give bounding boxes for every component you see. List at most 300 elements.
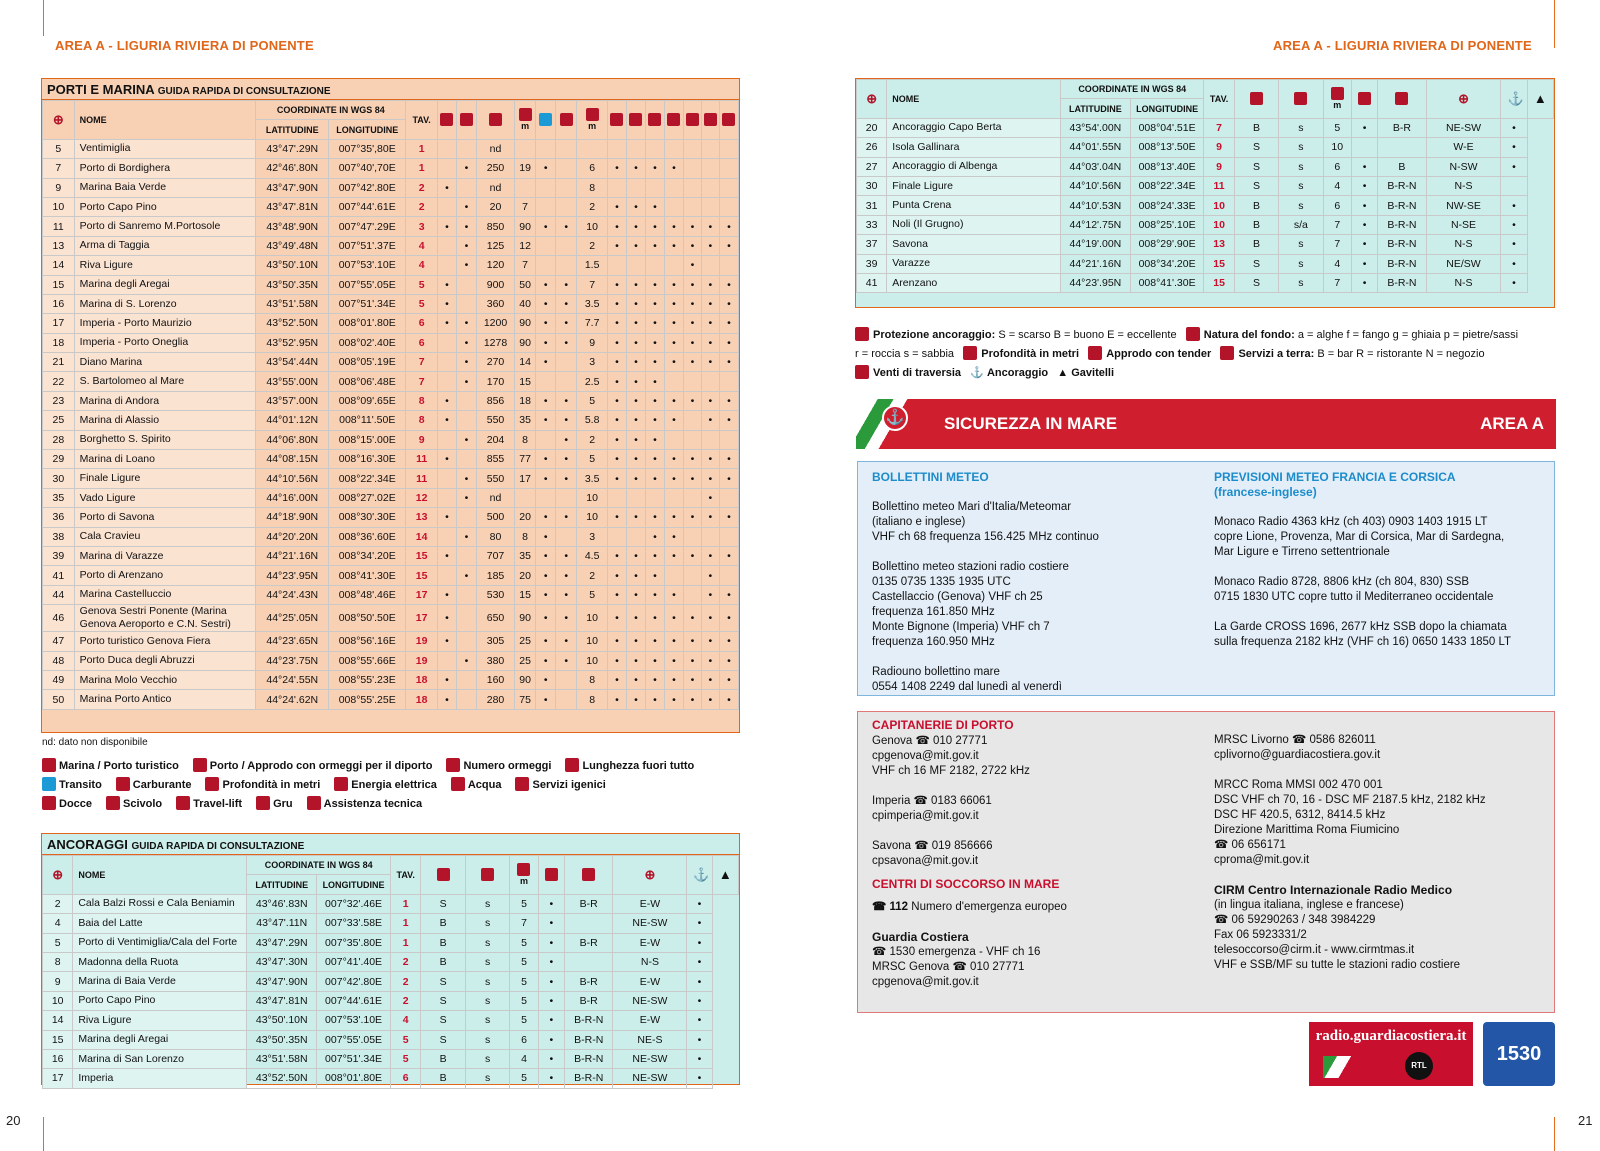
row-cell: • xyxy=(664,333,683,352)
row-cell: • xyxy=(1351,273,1377,292)
guardia-costiera-contact xyxy=(872,945,1192,990)
row-cell: 380 xyxy=(477,651,515,670)
row-cell: W-E xyxy=(1426,138,1501,157)
row-cell: • xyxy=(645,372,664,391)
tender-icon xyxy=(1351,80,1377,119)
row-cell: • xyxy=(1501,254,1527,273)
livorno-contact xyxy=(1214,733,1554,763)
row-cell xyxy=(456,139,476,158)
row-ref: 37 xyxy=(857,235,887,254)
row-name: Marina di Alassio xyxy=(74,411,256,430)
row-cell: • xyxy=(556,546,577,565)
row-cell: 43°51'.58N xyxy=(256,294,329,313)
row-ref: 10 xyxy=(43,197,75,216)
row-cell: N-S xyxy=(613,952,687,971)
porti-title: PORTI E MARINA GUIDA RAPIDA DI CONSULTAZIONE xyxy=(42,79,739,100)
text-line: sulla frequenza 2182 kHz (VHF ch 16) 0650 1433 1850 LT xyxy=(1214,636,1512,648)
ancoraggi-legend: Protezione ancoraggio: S = scarso B = buono E = eccellente Natura del fondo: a = alghe f = fango g = ghiaia p = pietre/sassi r = roccia s = sabbia Profondità in metri Approdo con tender Servizi a terra: B = bar R = ristorante N = negozio Venti di traversia ⚓ Ancoraggio ▲ Gavitelli xyxy=(855,329,1519,379)
loa-icon: m xyxy=(515,101,536,140)
row-cell: 1200 xyxy=(477,314,515,333)
tender-icon xyxy=(1088,346,1102,360)
scivolo-icon xyxy=(106,796,120,810)
row-cell: • xyxy=(645,314,664,333)
row-cell: 17 xyxy=(406,605,438,632)
row-cell: • xyxy=(701,488,719,507)
row-cell: 50 xyxy=(515,275,536,294)
row-cell: • xyxy=(626,314,645,333)
row-cell: • xyxy=(437,178,456,197)
row-cell: • xyxy=(536,651,556,670)
text-line: VHF ch 16 MF 2182, 2722 kHz xyxy=(872,765,1030,777)
row-cell: • xyxy=(607,275,626,294)
row-cell: • xyxy=(645,469,664,488)
row-ref: 15 xyxy=(43,275,75,294)
col-nome: NOME xyxy=(74,101,256,140)
row-cell: • xyxy=(437,605,456,632)
row-cell: 43°46'.83N xyxy=(247,894,317,913)
row-cell xyxy=(556,139,577,158)
row-cell: • xyxy=(683,314,701,333)
row-cell: 5 xyxy=(510,894,538,913)
row-cell: 20 xyxy=(515,508,536,527)
row-cell xyxy=(701,527,719,546)
row-cell: 2 xyxy=(577,236,608,255)
row-cell: 707 xyxy=(477,546,515,565)
row-cell: • xyxy=(556,430,577,449)
row-cell: • xyxy=(456,566,476,585)
legend-item: Scivolo xyxy=(106,798,162,810)
row-cell: S xyxy=(421,991,466,1010)
row-cell: s xyxy=(1279,138,1323,157)
row-name: Porto di Savona xyxy=(74,508,256,527)
row-ref: 4 xyxy=(43,914,73,933)
row-cell: 5 xyxy=(510,972,538,991)
row-name: Finale Ligure xyxy=(887,176,1061,195)
row-cell: 008°41'.30E xyxy=(329,566,406,585)
row-cell: • xyxy=(719,632,738,651)
row-cell: 43°47'.81N xyxy=(256,197,329,216)
text-line: Fax 06 5923331/2 xyxy=(1214,929,1307,941)
row-cell: • xyxy=(607,411,626,430)
row-cell: • xyxy=(701,236,719,255)
table-row xyxy=(857,118,1554,137)
row-cell: • xyxy=(607,690,626,709)
row-cell: s xyxy=(1279,196,1323,215)
rtl-logo: RTL xyxy=(1405,1052,1433,1080)
row-cell: 12 xyxy=(515,236,536,255)
row-cell: s xyxy=(465,1030,510,1049)
row-ref: 17 xyxy=(43,1069,73,1088)
acqua-icon xyxy=(451,777,465,791)
row-cell xyxy=(437,651,456,670)
ancoraggi-table-left xyxy=(42,855,739,1089)
row-cell: 008°29'.90E xyxy=(1130,235,1204,254)
row-cell xyxy=(645,488,664,507)
table-row xyxy=(43,894,739,913)
row-cell: • xyxy=(664,294,683,313)
row-cell: 008°11'.50E xyxy=(329,411,406,430)
row-cell: • xyxy=(456,651,476,670)
row-cell: • xyxy=(701,469,719,488)
row-cell: 5 xyxy=(577,450,608,469)
row-ref: 9 xyxy=(43,178,75,197)
table-row xyxy=(43,1069,739,1088)
row-cell: • xyxy=(645,651,664,670)
row-cell: • xyxy=(701,546,719,565)
anchor-icon: ⚓ xyxy=(970,367,984,379)
row-cell: 550 xyxy=(477,411,515,430)
row-ref: 10 xyxy=(43,991,73,1010)
row-cell: B xyxy=(1234,196,1278,215)
row-cell: • xyxy=(664,605,683,632)
row-cell: 7 xyxy=(1323,235,1351,254)
row-cell: 305 xyxy=(477,632,515,651)
row-cell: 10 xyxy=(577,632,608,651)
row-cell: • xyxy=(687,991,712,1010)
row-cell: • xyxy=(626,275,645,294)
row-cell: • xyxy=(687,933,712,952)
row-cell: 850 xyxy=(477,217,515,236)
row-cell: 10 xyxy=(1204,215,1234,234)
row-cell: 008°55'.25E xyxy=(329,690,406,709)
row-cell: • xyxy=(538,1069,564,1088)
row-cell: 6 xyxy=(510,1030,538,1049)
row-cell: • xyxy=(437,217,456,236)
row-cell: 19 xyxy=(515,159,536,178)
row-cell: 007°42'.80E xyxy=(317,972,391,991)
row-cell xyxy=(515,178,536,197)
row-cell: 4 xyxy=(1323,176,1351,195)
row-cell: 90 xyxy=(515,605,536,632)
row-name: Porto Capo Pino xyxy=(73,991,247,1010)
row-ref: 25 xyxy=(43,411,75,430)
row-cell: 1 xyxy=(390,894,420,913)
row-cell: N-S xyxy=(1426,273,1501,292)
row-cell xyxy=(719,197,738,216)
soccorso-heading: CENTRI DI SOCCORSO IN MARE xyxy=(872,877,1060,891)
meteo-col-left xyxy=(872,470,1192,710)
row-cell: E-W xyxy=(613,972,687,991)
row-cell: • xyxy=(437,411,456,430)
porti-table xyxy=(42,100,739,710)
row-cell: 7 xyxy=(577,275,608,294)
row-cell: • xyxy=(437,670,456,689)
table-row xyxy=(43,217,739,236)
row-cell xyxy=(683,178,701,197)
row-cell xyxy=(577,139,608,158)
row-cell: 11 xyxy=(1204,176,1234,195)
row-cell xyxy=(664,197,683,216)
row-cell: • xyxy=(607,670,626,689)
row-cell: • xyxy=(683,353,701,372)
row-name: Marina di San Lorenzo xyxy=(73,1049,247,1068)
row-cell: 008°16'.30E xyxy=(329,450,406,469)
table-row xyxy=(43,139,739,158)
row-cell: 77 xyxy=(515,450,536,469)
row-cell: 15 xyxy=(406,546,438,565)
legend-item: Lunghezza fuori tutto xyxy=(565,760,694,772)
row-cell: • xyxy=(645,546,664,565)
text-line: Mar Ligure e Tirreno settentrionale xyxy=(1214,546,1390,558)
row-cell: 007°41'.40E xyxy=(317,952,391,971)
row-cell: S xyxy=(421,1030,466,1049)
row-cell: B-R xyxy=(564,991,613,1010)
row-cell: 5 xyxy=(390,1049,420,1068)
row-cell: • xyxy=(683,469,701,488)
row-ref: 7 xyxy=(43,159,75,178)
row-cell: 43°47'.90N xyxy=(247,972,317,991)
row-cell xyxy=(1351,138,1377,157)
row-cell: • xyxy=(536,353,556,372)
sicurezza-banner xyxy=(856,399,1556,449)
row-cell: • xyxy=(607,566,626,585)
row-cell: • xyxy=(536,585,556,604)
row-cell xyxy=(664,178,683,197)
row-cell: • xyxy=(701,566,719,585)
row-cell: • xyxy=(536,333,556,352)
row-cell xyxy=(607,488,626,507)
row-cell: • xyxy=(687,952,712,971)
row-cell: 900 xyxy=(477,275,515,294)
row-cell: 11 xyxy=(406,469,438,488)
row-cell: 19 xyxy=(406,632,438,651)
row-cell: 125 xyxy=(477,236,515,255)
row-cell: • xyxy=(1501,157,1527,176)
cirm-contact xyxy=(1214,898,1554,973)
row-cell: • xyxy=(687,1011,712,1030)
row-cell: 7 xyxy=(1323,273,1351,292)
row-cell: • xyxy=(538,894,564,913)
row-cell: • xyxy=(664,508,683,527)
col-nome: NOME xyxy=(73,856,247,895)
row-cell: • xyxy=(719,353,738,372)
text-line: Savona ☎ 019 856666 xyxy=(872,840,993,852)
row-cell: 18 xyxy=(515,391,536,410)
row-cell: • xyxy=(719,469,738,488)
row-cell: 7 xyxy=(515,256,536,275)
row-cell xyxy=(536,139,556,158)
row-cell: 5 xyxy=(406,294,438,313)
francia-subheading: (francese-inglese) xyxy=(1214,485,1317,499)
text-line: MRCC Roma MMSI 002 470 001 xyxy=(1214,779,1383,791)
row-cell: 855 xyxy=(477,450,515,469)
row-cell xyxy=(456,546,476,565)
row-cell: 6 xyxy=(1323,196,1351,215)
row-name: Genova Sestri Ponente (Marina Genova Aeroporto e C.N. Sestri) xyxy=(74,605,256,632)
carburante-icon xyxy=(556,101,577,140)
row-cell: • xyxy=(645,430,664,449)
page-number-right: 21 xyxy=(1578,1113,1593,1128)
row-cell: • xyxy=(556,411,577,430)
capitanerie-box xyxy=(857,711,1555,1013)
row-cell xyxy=(536,372,556,391)
meteo-para-3 xyxy=(872,665,1192,695)
col-coord: COORDINATE IN WGS 84 xyxy=(247,856,391,875)
row-cell: • xyxy=(683,605,701,632)
row-cell: • xyxy=(664,314,683,333)
row-cell: 44°10'.56N xyxy=(256,469,329,488)
row-cell: • xyxy=(664,236,683,255)
row-cell: • xyxy=(1501,235,1527,254)
table-row xyxy=(857,235,1554,254)
protezione-icon xyxy=(855,327,869,341)
row-cell: • xyxy=(719,333,738,352)
row-cell: 4 xyxy=(406,236,438,255)
row-name: Marina di S. Lorenzo xyxy=(74,294,256,313)
text-line: Monte Bignone (Imperia) VHF ch 7 xyxy=(872,621,1050,633)
row-cell xyxy=(556,353,577,372)
row-cell: 8 xyxy=(515,430,536,449)
row-cell: 25 xyxy=(515,632,536,651)
row-cell: • xyxy=(456,256,476,275)
text-line: 0135 0735 1335 1935 UTC xyxy=(872,576,1011,588)
table-row xyxy=(43,690,739,709)
row-cell: E-W xyxy=(613,1011,687,1030)
row-cell: 8 xyxy=(406,411,438,430)
row-cell: 007°47'.29E xyxy=(329,217,406,236)
row-cell: 008°56'.16E xyxy=(329,632,406,651)
assistenza-icon xyxy=(719,101,738,140)
row-cell: 7 xyxy=(510,914,538,933)
row-cell: 3.5 xyxy=(577,294,608,313)
row-cell: • xyxy=(536,508,556,527)
row-cell: 1278 xyxy=(477,333,515,352)
col-coord: COORDINATE IN WGS 84 xyxy=(256,101,406,120)
row-cell xyxy=(683,566,701,585)
row-cell: 008°09'.65E xyxy=(329,391,406,410)
row-cell: • xyxy=(536,546,556,565)
row-cell: • xyxy=(701,275,719,294)
row-cell: • xyxy=(1501,196,1527,215)
row-cell: • xyxy=(536,294,556,313)
row-cell: 550 xyxy=(477,469,515,488)
legend-item: Carburante xyxy=(116,779,192,791)
row-cell: 90 xyxy=(515,670,536,689)
row-cell xyxy=(719,488,738,507)
row-cell: • xyxy=(683,256,701,275)
row-cell: 856 xyxy=(477,391,515,410)
row-cell: 008°13'.40E xyxy=(1130,157,1204,176)
imperia-contact xyxy=(872,794,1192,824)
row-cell: • xyxy=(664,585,683,604)
ancoraggi-table-right xyxy=(856,79,1554,293)
row-cell: • xyxy=(719,670,738,689)
row-name: Marina di Loano xyxy=(74,450,256,469)
row-ref: 17 xyxy=(43,314,75,333)
row-cell: 2.5 xyxy=(577,372,608,391)
row-cell: 17 xyxy=(406,585,438,604)
target-icon: ⊕ xyxy=(43,101,75,140)
row-ref: 47 xyxy=(43,632,75,651)
row-cell xyxy=(683,197,701,216)
row-cell: 007°35',80E xyxy=(329,139,406,158)
row-cell: 44°24'.62N xyxy=(256,690,329,709)
row-cell: • xyxy=(607,314,626,333)
row-cell: • xyxy=(645,294,664,313)
row-cell: 007°42'.80E xyxy=(329,178,406,197)
row-cell: s xyxy=(465,914,510,933)
row-ref: 21 xyxy=(43,353,75,372)
row-cell: 10 xyxy=(577,217,608,236)
row-cell: 3 xyxy=(406,217,438,236)
row-cell: 43°49'.48N xyxy=(256,236,329,255)
row-cell xyxy=(437,159,456,178)
row-cell: 1 xyxy=(390,933,420,952)
row-name: Isola Gallinara xyxy=(887,138,1061,157)
row-cell: • xyxy=(456,430,476,449)
row-cell: • xyxy=(607,469,626,488)
row-cell: • xyxy=(687,914,712,933)
row-cell: 43°52'.50N xyxy=(247,1069,317,1088)
row-ref: 48 xyxy=(43,651,75,670)
row-cell: • xyxy=(719,391,738,410)
row-cell: • xyxy=(719,651,738,670)
legend-item: Acqua xyxy=(451,779,502,791)
row-cell xyxy=(536,430,556,449)
row-cell: 75 xyxy=(515,690,536,709)
row-cell: B xyxy=(1378,157,1426,176)
row-cell: • xyxy=(626,450,645,469)
row-cell: B-R xyxy=(564,933,613,952)
row-cell: nd xyxy=(477,178,515,197)
row-cell: 44°08'.15N xyxy=(256,450,329,469)
row-cell: • xyxy=(701,508,719,527)
row-name: Porto Duca degli Abruzzi xyxy=(74,651,256,670)
row-cell: • xyxy=(645,391,664,410)
row-cell: • xyxy=(607,430,626,449)
legend-item: Profondità in metri xyxy=(205,779,320,791)
row-ref: 44 xyxy=(43,585,75,604)
row-cell: 10 xyxy=(577,651,608,670)
row-name: Varazze xyxy=(887,254,1061,273)
row-cell xyxy=(607,139,626,158)
row-cell: • xyxy=(683,546,701,565)
row-cell: 25 xyxy=(515,651,536,670)
row-cell: • xyxy=(626,690,645,709)
row-cell: 007°55'.05E xyxy=(329,275,406,294)
text-line: cproma@mit.gov.it xyxy=(1214,854,1310,866)
row-name: Punta Crena xyxy=(887,196,1061,215)
row-cell: 44°19'.00N xyxy=(1061,235,1131,254)
row-cell: B-R xyxy=(1378,118,1426,137)
row-cell: 5 xyxy=(390,1030,420,1049)
legend-item: Energia elettrica xyxy=(334,779,437,791)
meteo-col-right xyxy=(1214,470,1554,665)
row-name: Riva Ligure xyxy=(73,1011,247,1030)
row-cell: 007°33'.58E xyxy=(317,914,391,933)
row-cell: 9 xyxy=(406,430,438,449)
row-cell: • xyxy=(538,1011,564,1030)
table-row xyxy=(857,215,1554,234)
row-cell: • xyxy=(556,605,577,632)
row-cell: 650 xyxy=(477,605,515,632)
row-cell xyxy=(437,333,456,352)
row-cell: B xyxy=(1234,235,1278,254)
row-name: Borghetto S. Spirito xyxy=(74,430,256,449)
text-line: (in lingua italiana, inglese e francese) xyxy=(1214,899,1404,911)
row-cell: 008°25'.10E xyxy=(1130,215,1204,234)
row-cell xyxy=(701,197,719,216)
row-cell: 43°47'.29N xyxy=(256,139,329,158)
row-cell xyxy=(626,178,645,197)
row-cell: • xyxy=(645,333,664,352)
servizi-icon xyxy=(564,856,613,895)
row-cell: 007°35'.80E xyxy=(317,933,391,952)
row-ref: 46 xyxy=(43,605,75,632)
table-row xyxy=(43,546,739,565)
row-cell xyxy=(645,178,664,197)
row-cell: • xyxy=(556,314,577,333)
